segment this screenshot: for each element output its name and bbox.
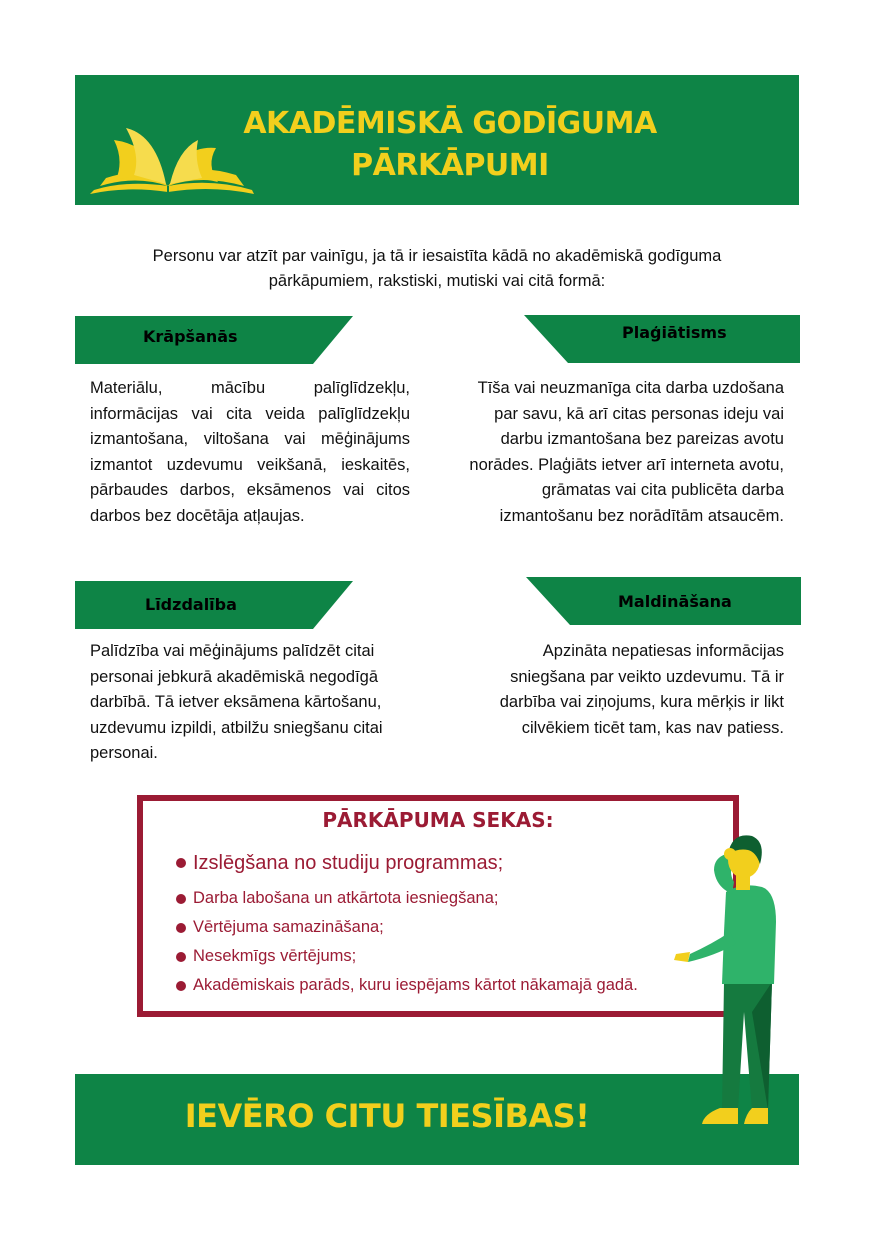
consequences-list	[176, 848, 638, 1000]
tag-lidzdaliba	[75, 581, 353, 629]
list-item: Vērtējuma samazināšana;	[176, 913, 638, 942]
tag-krapsanas	[75, 316, 353, 364]
maldinasana-description: Apzināta nepatiesas informācijas sniegšana par veikto uzdevumu. Tā ir darbība vai ziņojums, kura mērķis ir likt cilvēkiem ticēt tam, kas nav patiess.	[499, 642, 784, 737]
tag-plagiatisms-label: Plaģiātisms	[622, 323, 727, 342]
krapsanas-description: Materiālu, mācību palīglīdzekļu, informācijas vai cita veida palīglīdzekļu izmantošana, viltošana vai mēģinājums izmantot uzdevumu veikšanā, ieskaitēs, pārbaudes darbos, eksāmenos vai citos darbos bez docētāja atļaujas.	[90, 379, 410, 525]
tag-maldinasana	[526, 577, 801, 625]
page-title	[170, 103, 730, 187]
consequences-title: PĀRKĀPUMA SEKAS:	[322, 808, 554, 832]
intro-line-2: pārkāpumiem, rakstiski, mutiski vai citā formā:	[268, 272, 606, 290]
intro-text	[120, 244, 754, 294]
tag-plagiatisms	[524, 315, 800, 363]
list-item: Darba labošana un atkārtota iesniegšana;	[176, 884, 638, 913]
list-item: Akadēmiskais parāds, kuru iespējams kārtot nākamajā gadā.	[176, 971, 638, 1000]
footer-slogan: IEVĒRO CITU TIESĪBAS!	[184, 1097, 590, 1135]
title-line-1: AKADĒMISKĀ GODĪGUMA	[243, 106, 657, 141]
tag-maldinasana-label: Maldināšana	[618, 592, 732, 611]
tag-lidzdaliba-label: Līdzdalība	[145, 595, 237, 614]
intro-line-1: Personu var atzīt par vainīgu, ja tā ir iesaistīta kādā no akadēmiskā godīguma	[152, 247, 722, 265]
person-pointing-icon	[672, 832, 792, 1132]
list-item: Nesekmīgs vērtējums;	[176, 942, 638, 971]
title-line-2: PĀRKĀPUMI	[351, 148, 549, 183]
plagiatisms-description: Tīša vai neuzmanīga cita darba uzdošana par savu, kā arī citas personas ideju vai darbu izmantošana bez pareizas avotu norādes. Plaģiāts ietver arī interneta avotu, grāmatas vai cita publicēta darba izmantošanu bez norādītām atsaucēm.	[469, 379, 784, 525]
tag-krapsanas-label: Krāpšanās	[143, 327, 238, 346]
list-item: Izslēgšana no studiju programmas;	[176, 848, 638, 884]
lidzdaliba-description: Palīdzība vai mēģinājums palīdzēt citai personai jebkurā akadēmiskā negodīgā darbībā. Tā ietver eksāmena kārtošanu, uzdevumu izpildi, atbilžu sniegšanu citai personai.	[90, 642, 383, 762]
